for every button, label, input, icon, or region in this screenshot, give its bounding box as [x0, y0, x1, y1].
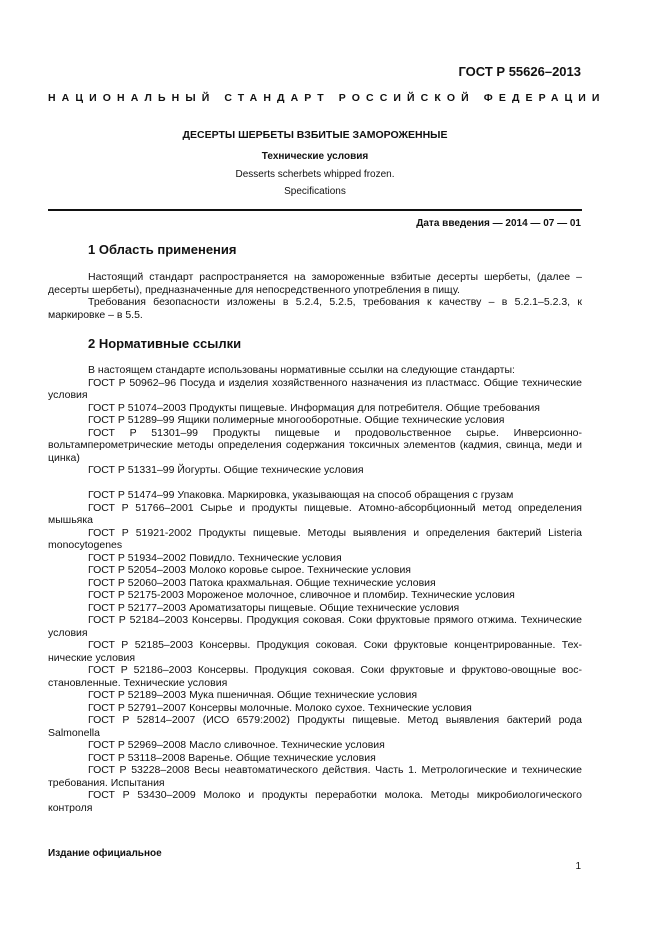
reference-item: ГОСТ Р 52054–2003 Молоко коровье сырое. Технические условия: [88, 564, 411, 576]
reference-item: ГОСТ Р 51289–99 Ящики полимерные многооборотные. Общие технические условия: [88, 414, 505, 426]
reference-item: ГОСТ Р 53118–2008 Варенье. Общие технические условия: [88, 751, 376, 764]
reference-item: ГОСТ Р 51474–99 Упаковка. Маркировка, указывающая на способ обращения с грузам: [88, 489, 514, 501]
doc-number: ГОСТ Р 55626–2013: [458, 64, 581, 79]
reference-item: ГОСТ Р 52060–2003 Патока крахмальная. Общие технические условия: [88, 576, 436, 589]
reference-item: ГОСТ Р 50962–96 Посуда и изделия хозяйственного назначения из пластмасс. Общие технические условия: [48, 376, 582, 401]
reference-item: ГОСТ Р 53228–2008 Весы неавтоматического действия. Часть 1. Метрологические и технические требования. Испытания: [48, 764, 582, 789]
spacer: [48, 477, 582, 490]
reference-item: ГОСТ Р 51331–99 Йогурты. Общие технические условия: [88, 464, 364, 476]
national-standard-banner: НАЦИОНАЛЬНЫЙ СТАНДАРТ РОССИЙСКОЙ ФЕДЕРАЦИИ: [48, 92, 606, 104]
page-number: 1: [575, 861, 581, 872]
title-divider: [48, 209, 582, 211]
reference-item: ГОСТ Р 52185–2003 Консервы. Продукция соковая. Соки фруктовые концентрированные. Технические условия: [48, 639, 582, 664]
section-heading: 2 Нормативные ссылки: [88, 336, 242, 351]
reference-item: ГОСТ Р 51766–2001 Сырье и продукты пищевые. Атомно-абсорбционный метод определения мышьяка: [48, 501, 582, 526]
reference-item: ГОСТ Р 53430–2009 Молоко и продукты переработки молока. Методы микробиологического контроля: [48, 789, 582, 814]
section-scope: [48, 242, 582, 321]
reference-item: ГОСТ Р 52177–2003 Ароматизаторы пищевые. Общие технические условия: [88, 601, 460, 614]
reference-item: ГОСТ Р 51934–2002 Повидло. Технические условия: [88, 551, 342, 564]
reference-item: ГОСТ Р 52186–2003 Консервы. Продукция соковая. Соки фруктовые и фруктово-овощные восстановленные. Технические условия: [48, 664, 582, 689]
official-edition-label: Издание официальное: [48, 848, 162, 859]
section-body: [48, 271, 582, 321]
paragraph: Требования безопасности изложены в 5.2.4, 5.2.5, требования к качеству – в 5.2.1–5.2.3, к маркировке – в 5.5.: [48, 296, 582, 321]
document-title: ДЕСЕРТЫ ШЕРБЕТЫ ВЗБИТЫЕ ЗАМОРОЖЕННЫЕ: [182, 129, 448, 141]
reference-item: ГОСТ Р 52189–2003 Мука пшеничная. Общие технические условия: [88, 689, 418, 701]
reference-item: ГОСТ Р 51074–2003 Продукты пищевые. Информация для потребителя. Общие требования: [88, 401, 540, 414]
introduction-date: Дата введения — 2014 — 07 — 01: [416, 218, 581, 229]
reference-item: ГОСТ Р 52175-2003 Мороженое молочное, сливочное и пломбир. Технические условия: [88, 589, 515, 601]
reference-item: ГОСТ Р 52814–2007 (ИСО 6579:2002) Продукты пищевые. Метод выявления бактерий рода Salmonella: [48, 714, 582, 739]
section-body: [48, 364, 582, 814]
reference-item: ГОСТ Р 51301–99 Продукты пищевые и продовольственное сырье. Инверсионно-вольтамперометрические методы определения содержания токсичных элементов (кадмия, свинца, меди и цинка): [48, 426, 582, 464]
section-heading: 1 Область применения: [88, 242, 237, 257]
reference-item: ГОСТ Р 52969–2008 Масло сливочное. Технические условия: [88, 739, 385, 751]
section-normative-references: [48, 336, 582, 814]
paragraph: В настоящем стандарте использованы нормативные ссылки на следующие стандарты:: [88, 364, 515, 376]
document-title-english: Desserts scherbets whipped frozen.: [235, 169, 395, 180]
document-subtitle: Технические условия: [261, 151, 369, 162]
paragraph: Настоящий стандарт распространяется на замороженные взбитые десерты шербеты, (далее – десерты шербеты), предназначенные для непосредственного употребления в пищу.: [48, 271, 582, 296]
reference-item: ГОСТ Р 52791–2007 Консервы молочные. Молоко сухое. Технические условия: [88, 701, 472, 714]
reference-item: ГОСТ Р 52184–2003 Консервы. Продукция соковая. Соки фруктовые прямого отжима. Технические условия: [48, 614, 582, 639]
reference-item: ГОСТ Р 51921-2002 Продукты пищевые. Методы выявления и определения бактерий Listeria monocytogenes: [48, 526, 582, 551]
document-subtitle-english: Specifications: [284, 186, 346, 197]
